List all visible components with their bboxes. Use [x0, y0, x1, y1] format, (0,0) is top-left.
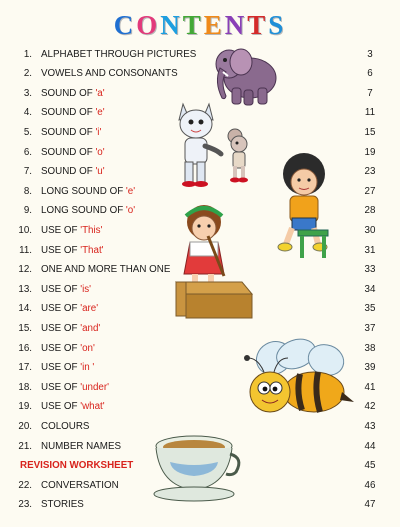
- toc-entry-title-text: USE OF: [41, 244, 81, 256]
- toc-entry-title: [41, 417, 89, 437]
- toc-entry-title-text: USE OF: [41, 322, 81, 334]
- toc-entry-number: 2.: [23, 68, 32, 80]
- toc-entry-page-number: 19: [364, 146, 376, 158]
- toc-entry-title: [41, 64, 178, 84]
- toc-entry-number: 3.: [23, 87, 32, 99]
- toc-entry-title: [41, 339, 95, 359]
- toc-entry-page-number: 41: [364, 381, 376, 393]
- toc-entry-number: 13.: [18, 283, 32, 295]
- toc-entry-page-number: 45: [364, 460, 376, 472]
- toc-entry-title-text: SOUND OF: [41, 146, 96, 158]
- toc-entry-title: [20, 456, 133, 476]
- title-letter: O: [136, 10, 161, 40]
- toc-entry-number: 5.: [23, 126, 32, 138]
- toc-entry-highlight: 'i': [95, 126, 102, 138]
- toc-entry-page-number: 37: [364, 322, 376, 334]
- toc-entry-number: 21.: [18, 440, 32, 452]
- toc-entry-page-number: 3: [367, 48, 373, 60]
- toc-entry-title: [41, 45, 196, 65]
- toc-entry-title: [41, 84, 105, 104]
- title-letter: N: [224, 10, 248, 40]
- toc-entry-title-text: SOUND OF: [41, 126, 96, 138]
- toc-entry-highlight: 'are': [80, 303, 99, 315]
- toc-entry-title: [41, 476, 119, 496]
- title-letter: S: [268, 10, 287, 40]
- toc-entry-title-text: USE OF: [41, 283, 81, 295]
- toc-entry-number: 9.: [23, 205, 32, 217]
- toc-entry-highlight: 'in ': [80, 362, 95, 374]
- toc-entry-title: [41, 260, 170, 280]
- toc-entry-title: [41, 495, 84, 515]
- toc-entry: [0, 45, 400, 65]
- toc-entry-title: [41, 103, 105, 123]
- title-letter: T: [247, 10, 269, 40]
- toc-entry-number: 1.: [23, 48, 32, 60]
- toc-entry-number: 10.: [18, 224, 32, 236]
- toc-entry-number: 11.: [19, 244, 32, 256]
- toc-entry-title-text: COLOURS: [41, 420, 90, 432]
- toc-entry-page-number: 34: [364, 283, 376, 295]
- toc-entry-highlight: 'e': [95, 107, 105, 119]
- toc-entry-page-number: 46: [364, 479, 376, 491]
- toc-entry-page-number: 38: [364, 342, 376, 354]
- boy-on-stool-illustration: [276, 152, 336, 262]
- toc-entry-title-text: LONG SOUND OF: [41, 205, 126, 217]
- toc-entry-page-number: 23: [364, 166, 376, 178]
- toc-entry-title: [41, 397, 105, 417]
- toc-entry-page-number: 6: [367, 68, 373, 80]
- toc-entry-title: [41, 358, 94, 378]
- toc-entry-page-number: 35: [364, 303, 376, 315]
- toc-entry-highlight: 'This': [80, 224, 103, 236]
- toc-entry-title: [41, 221, 102, 241]
- toc-entry-title-text: SOUND OF: [41, 87, 96, 99]
- toc-entry-number: 19.: [18, 401, 32, 413]
- toc-entry-title: [41, 378, 109, 398]
- toc-entry-number: 20.: [18, 420, 32, 432]
- toc-entry-title-text: SOUND OF: [41, 107, 96, 119]
- toc-entry-highlight: 'what': [80, 401, 105, 413]
- title-letter: E: [203, 10, 225, 40]
- toc-entry-highlight: 'o': [125, 205, 136, 217]
- toc-entry-page-number: 33: [364, 264, 376, 276]
- page-title: [0, 10, 400, 41]
- title-letter: C: [113, 10, 137, 40]
- toc-entry-page-number: 47: [364, 499, 376, 511]
- toc-entry-title-text: SOUND OF: [41, 166, 96, 178]
- toc-entry-highlight: 'e': [125, 185, 136, 197]
- toc-entry-title-text: ONE AND MORE THAN ONE: [41, 264, 171, 276]
- title-letter: T: [182, 10, 204, 40]
- toc-entry-page-number: 44: [364, 440, 376, 452]
- toc-entry-title-text: USE OF: [41, 342, 81, 354]
- toc-entry-title-text: NUMBER NAMES: [41, 440, 122, 452]
- toc-entry-title-text: USE OF: [41, 224, 81, 236]
- toc-entry-title-text: LONG SOUND OF: [41, 185, 126, 197]
- toc-entry-number: 17.: [18, 362, 32, 374]
- toc-entry-title: [41, 201, 135, 221]
- toc-entry-page-number: 43: [364, 420, 376, 432]
- toc-entry-title-text: USE OF: [41, 381, 81, 393]
- toc-entry-highlight: 'That': [80, 244, 104, 256]
- toc-entry-number: 8.: [23, 185, 32, 197]
- title-letter: N: [160, 10, 183, 40]
- toc-entry-page-number: 39: [364, 362, 376, 374]
- toc-entry-title: [41, 280, 91, 300]
- toc-entry-highlight: 'is': [80, 283, 92, 295]
- toc-entry-number: 15.: [18, 322, 32, 334]
- toc-entry-title-text: USE OF: [41, 303, 81, 315]
- toc-entry-page-number: 28: [364, 205, 376, 217]
- bee-illustration: [234, 336, 364, 424]
- toc-entry-title: [41, 437, 121, 457]
- toc-entry-highlight: 'a': [95, 87, 105, 99]
- toc-entry-title: [41, 162, 105, 182]
- toc-entry-page-number: 7: [367, 87, 373, 99]
- toc-entry-highlight: 'on': [80, 342, 95, 354]
- toc-entry-number: 7.: [23, 166, 32, 178]
- toc-entry-page-number: 30: [364, 224, 376, 236]
- toc-entry-title-text: CONVERSATION: [41, 479, 119, 491]
- toc-entry-highlight: 'u': [95, 166, 105, 178]
- toc-entry-title: [41, 123, 101, 143]
- toc-entry-number: 22.: [18, 479, 32, 491]
- toc-entry-page-number: 42: [364, 401, 376, 413]
- toc-entry-page-number: 11: [364, 107, 376, 119]
- toc-entry-number: 23.: [18, 499, 32, 511]
- toc-entry-title-text: ALPHABET THROUGH PICTURES: [41, 48, 197, 60]
- toc-entry-title: [41, 241, 104, 261]
- toc-entry-title-text: STORIES: [41, 499, 84, 511]
- toc-entry-highlight: 'and': [80, 322, 101, 334]
- toc-entry-title-text: REVISION WORKSHEET: [20, 460, 134, 472]
- toc-entry-number: 18.: [18, 381, 32, 393]
- toc-entry-page-number: 27: [364, 185, 376, 197]
- toc-entry: [0, 64, 400, 84]
- toc-entry-number: 16.: [18, 342, 32, 354]
- toc-entry-highlight: 'under': [80, 381, 110, 393]
- toc-entry-number: 6.: [23, 146, 32, 158]
- toc-entry-title-text: USE OF: [41, 401, 81, 413]
- toc-entry-title-text: VOWELS AND CONSONANTS: [41, 68, 178, 80]
- toc-entry-number: 12.: [18, 264, 32, 276]
- toc-entry-title: [41, 319, 100, 339]
- toc-entry-page-number: 31: [364, 244, 376, 256]
- toc-entry-title-text: USE OF: [41, 362, 81, 374]
- toc-entry-title: [41, 299, 98, 319]
- toc-entry-title: [41, 182, 135, 202]
- toc-entry-highlight: 'o': [95, 146, 105, 158]
- toc-entry-number: 14.: [18, 303, 32, 315]
- toc-entry-title: [41, 143, 105, 163]
- girl-with-flute-illustration: [174, 202, 254, 322]
- toc-entry-number: 4.: [23, 107, 32, 119]
- toc-entry-page-number: 15: [364, 126, 376, 138]
- cat-and-mouse-illustration: [175, 98, 255, 190]
- teacup-illustration: [150, 430, 244, 504]
